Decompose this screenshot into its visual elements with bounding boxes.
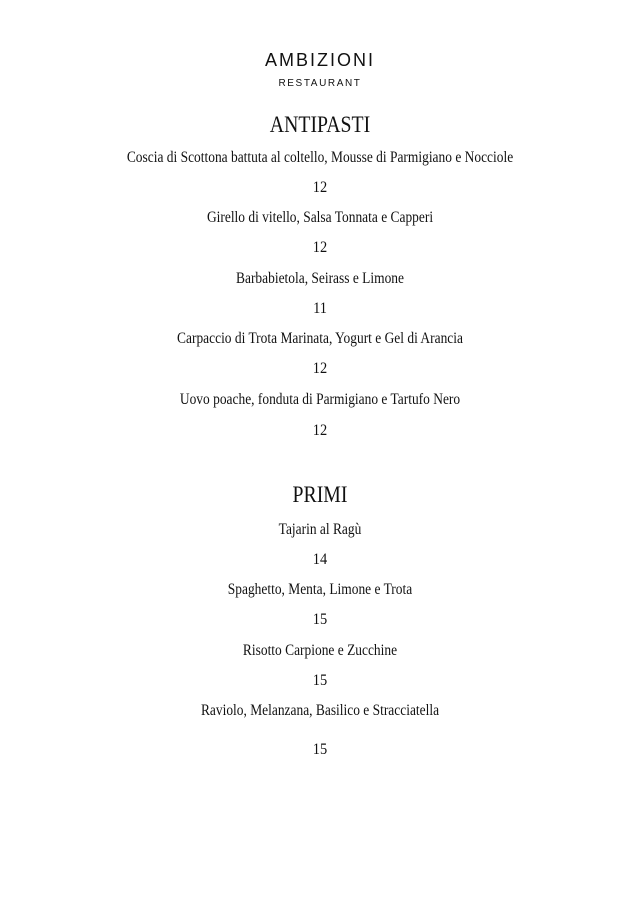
restaurant-logo-subtitle: RESTAURANT (278, 78, 362, 89)
section-title-primi: PRIMI (292, 482, 348, 507)
dish-price: 15 (312, 741, 328, 758)
section-title-antipasti: ANTIPASTI (269, 112, 371, 137)
dish-price: 15 (312, 672, 328, 689)
dish-price: 12 (312, 422, 328, 439)
dish-name: Barbabietola, Seirass e Limone (236, 270, 404, 287)
dish-price: 12 (312, 239, 328, 256)
dish-name: Risotto Carpione e Zucchine (242, 642, 398, 659)
dish-name: Uovo poache, fonduta di Parmigiano e Tartufo Nero (179, 391, 461, 408)
dish-price: 14 (312, 551, 328, 568)
dish-name: Girello di vitello, Salsa Tonnata e Capperi (206, 209, 434, 226)
dish-name: Spaghetto, Menta, Limone e Trota (227, 581, 413, 598)
dish-name: Raviolo, Melanzana, Basilico e Stracciatella (200, 702, 440, 719)
dish-price: 12 (312, 179, 328, 196)
dish-price: 11 (313, 300, 327, 317)
dish-price: 12 (312, 360, 328, 377)
dish-name: Tajarin al Ragù (278, 521, 362, 538)
restaurant-logo-name: AMBIZIONI (264, 50, 375, 70)
dish-name: Carpaccio di Trota Marinata, Yogurt e Gel di Arancia (177, 330, 463, 347)
dish-name: Coscia di Scottona battuta al coltello, Mousse di Parmigiano e Nocciole (126, 149, 514, 166)
dish-price: 15 (312, 611, 328, 628)
